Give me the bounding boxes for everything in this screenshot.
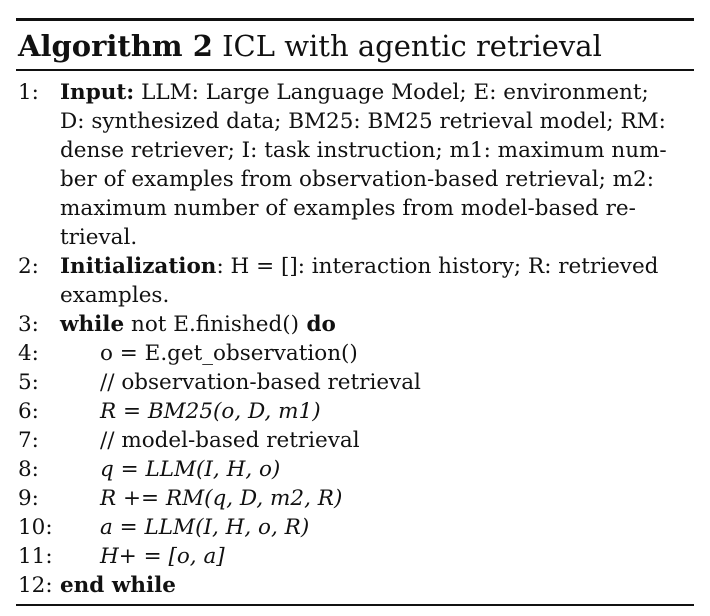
init-line-2: examples. bbox=[60, 283, 170, 308]
line-number: 9: bbox=[18, 486, 39, 511]
input-line-5: maximum number of examples from model-based re- bbox=[60, 196, 636, 221]
line-number: 6: bbox=[18, 399, 39, 424]
input-line-4: ber of examples from observation-based retrieval; m2: bbox=[60, 167, 654, 192]
dense-retrieval-statement: R += RM(q, D, m2, R) bbox=[100, 486, 343, 511]
line-body bbox=[60, 78, 694, 252]
line-number: 7: bbox=[18, 428, 39, 453]
line-number: 3: bbox=[18, 312, 39, 337]
line-number: 10: bbox=[18, 515, 53, 540]
init-line-1: Initialization: H = []: interaction history; R: retrieved bbox=[60, 254, 659, 279]
algorithm-line-10 bbox=[18, 513, 694, 542]
input-line-3: dense retriever; I: task instruction; m1: maximum num- bbox=[60, 138, 667, 163]
comment-model-retrieval: // model-based retrieval bbox=[100, 428, 360, 453]
line-number: 12: bbox=[18, 573, 53, 598]
line-number: 8: bbox=[18, 457, 39, 482]
input-line-6: trieval. bbox=[60, 225, 138, 250]
algorithm-line-4 bbox=[18, 339, 694, 368]
bm25-statement: R = BM25(o, D, m1) bbox=[100, 399, 321, 424]
history-update-statement: H+ = [o, a] bbox=[100, 544, 225, 569]
algorithm-line-2 bbox=[18, 252, 694, 310]
title-rule bbox=[16, 69, 694, 71]
algorithm-line-7 bbox=[18, 426, 694, 455]
algorithm-line-3 bbox=[18, 310, 694, 339]
line-number: 4: bbox=[18, 341, 39, 366]
line-number: 1: bbox=[18, 80, 39, 105]
algorithm-line-6 bbox=[18, 397, 694, 426]
query-statement: q = LLM(I, H, o) bbox=[100, 457, 281, 482]
algorithm-caption: ICL with agentic retrieval bbox=[222, 29, 602, 63]
observation-statement: o = E.get_observation() bbox=[100, 341, 358, 366]
top-rule bbox=[16, 18, 694, 21]
line-number: 2: bbox=[18, 254, 39, 279]
algorithm-line-11 bbox=[18, 542, 694, 571]
bottom-rule bbox=[16, 604, 694, 606]
algorithm-line-8 bbox=[18, 455, 694, 484]
algorithm-label: Algorithm 2 bbox=[18, 29, 213, 63]
algorithm-lines bbox=[18, 78, 694, 600]
algorithm-line-1 bbox=[18, 78, 694, 252]
algorithm-title bbox=[18, 28, 602, 64]
algorithm-line-12 bbox=[18, 571, 694, 600]
line-body bbox=[60, 252, 694, 310]
while-statement: while not E.finished() do bbox=[60, 312, 336, 337]
input-line-1: Input: LLM: Large Language Model; E: environment; bbox=[60, 80, 649, 105]
input-line-2: D: synthesized data; BM25: BM25 retrieval model; RM: bbox=[60, 109, 666, 134]
line-number: 5: bbox=[18, 370, 39, 395]
algorithm-line-5 bbox=[18, 368, 694, 397]
end-while-statement: end while bbox=[60, 573, 176, 598]
comment-observation-retrieval: // observation-based retrieval bbox=[100, 370, 421, 395]
action-statement: a = LLM(I, H, o, R) bbox=[100, 515, 310, 540]
algorithm-line-9 bbox=[18, 484, 694, 513]
line-number: 11: bbox=[18, 544, 53, 569]
